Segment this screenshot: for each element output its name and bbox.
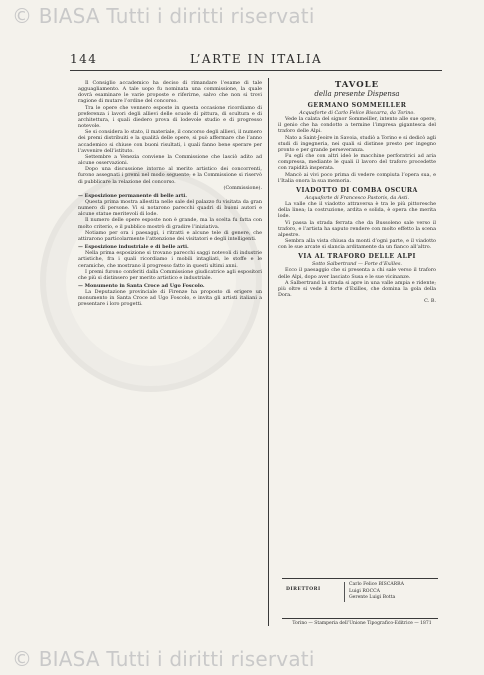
paragraph: Il Consiglio accademico ha deciso di rimandare l’esame di tale agguagliamento. A tale uopo fu nominata una commissione, la quale dovrà esaminare le varie proposte e riferirne, salvo che non si trovi ragione di mutare l’ordine del concorso. xyxy=(78,80,262,105)
section-heading: — Esposizione industriale e di belle arti. xyxy=(78,244,189,251)
section-heading: — Monumento in Santa Croce ad Ugo Foscolo. xyxy=(78,283,205,289)
header-rule xyxy=(70,70,442,71)
paragraph: I premi furono conferiti dalla Commissione giudicatrice agli espositori che più si distinsero per merito artistico e industriale. xyxy=(78,268,262,281)
paragraph: Nella prima esposizione si trovano parecchi saggi notevoli di industrie artistiche, fra i quali ricordiamo i mobili intagliati, le stoffe e le ceramiche, che mostrano il progresso fatto in questi ultimi anni. xyxy=(78,250,262,269)
signature: C. B. xyxy=(424,298,436,305)
paragraph: Ecco il paesaggio che si presenta a chi sale verso il traforo delle Alpi, dopo aver lasciato Susa e le sue vicinanze. xyxy=(278,267,436,280)
paragraph: Tra le opere che vennero esposte in questa occasione ricordiamo di preferenza i lavori degli allievi delle scuole di pittura, di scultura e di architettura, i quali diedero prova di lodevole studio e di progresso notevole. xyxy=(78,104,262,130)
plates-subtitle: della presente Dispensa xyxy=(314,90,400,98)
paragraph: Dopo una discussione intorno al merito artistico dei concorrenti, furono assegnati i premi nel modo seguente; e la Commissione si riservò di pubblicare la relazione del concorso. xyxy=(78,166,262,185)
left-column xyxy=(78,80,262,625)
paragraph: Il numero delle opere esposte non è grande, ma la scelta fu fatta con molto criterio, e il pubblico mostrò di gradire l’iniziativa. xyxy=(78,217,262,230)
director-name: Luigi ROCCA xyxy=(349,588,380,594)
right-column xyxy=(278,80,436,575)
paragraph: La valle che il viadotto attraversa è tra le più pittoresche della linea; la costruzione, ardita e solida, è opera che merita lode. xyxy=(278,201,436,220)
journal-title: L’ARTE IN ITALIA xyxy=(190,52,323,66)
plate-heading: GERMANO SOMMEILLER xyxy=(307,102,407,109)
plate-credit: Acquaforte di Francesco Pastoris, da Asti. xyxy=(304,194,410,201)
section-heading: — Esposizione permanente di belle arti. xyxy=(78,192,187,199)
watermark-bottom: © BIASA Tutti i diritti riservati xyxy=(12,647,315,671)
plate-credit: Sotto Salbertrand — Forte d’Exilles. xyxy=(312,261,402,268)
director-name: Carlo Felice BISCARRA xyxy=(349,582,404,587)
printer-line: Torino — Stamperia dell’Unione Tipografico-Editrice — 1871 xyxy=(292,621,432,626)
paragraph: Fu egli che con altri ideò le macchine perforatrici ad aria compressa, mediante le quali il lavoro del traforo procedette con rapidità insperata. xyxy=(278,153,436,172)
paragraph: Vi passa la strada ferrata che da Bussoleno sale verso il traforo, e l’artista ha saputo rendere con molto effetto la scena alpestre. xyxy=(278,219,436,238)
paragraph: Vede la calata del signor Sommeiller, intento alle sue opere, il genio che ha condotto a termine l’impresa gigantesca del traforo delle Alpi. xyxy=(278,116,436,135)
directors-names xyxy=(344,582,439,602)
paragraph: A Salbertrand la strada si apre in una valle ampia e ridente; più oltre si vede il forte d’Exilles, che domina la gola della Dora. xyxy=(278,279,436,299)
plate-credit: Acquaforte di Carlo Felice Biscarra, da Torino. xyxy=(299,110,415,116)
paragraph: La Deputazione provinciale di Firenze ha proposto di erigere un monumento in Santa Croce ad Ugo Foscolo, e invita gli artisti italiani a presentare i loro progetti. xyxy=(78,289,262,308)
watermark-top: © BIASA Tutti i diritti riservati xyxy=(12,4,315,28)
manager-name: Gerente Luigi Botta xyxy=(349,595,396,600)
plates-title: TAVOLE xyxy=(334,80,380,90)
page-header xyxy=(70,52,426,68)
directors-label: DIRETTORI xyxy=(286,587,321,592)
plate-heading: VIADOTTO DI COMBA OSCURA xyxy=(296,186,418,194)
paragraph: Nato a Saint-Jeoire in Savoia, studiò a Torino e si dedicò agli studi di ingegneria, nei quali si distinse presto per ingegno pronto e per grande perseveranza. xyxy=(278,134,436,153)
paragraph: Notiamo per ora i paesaggi, i ritratti e alcune tele di genere, che attirarono particolarmente l’attenzione dei visitatori e degli intelligenti. xyxy=(78,229,262,242)
imprint-rule-bottom xyxy=(282,618,438,619)
paragraph: Se si considera lo stato, il materiale, il concorso degli allievi, il numero dei premi distribuiti e la qualità delle opere, si può affermare che l’anno accademico si chiuse con buoni risultati, i quali fanno bene sperare per l’avvenire dell’istituto. xyxy=(78,129,262,154)
paragraph: Sembra alla vista chiusa da monti d’ogni parte, e il viadotto con le sue arcate si slancia arditamente da un fianco all’altro. xyxy=(278,237,436,251)
paragraph: Mancò ai vivi poco prima di vedere compiuta l’opera sua, e l’Italia onora la sua memoria. xyxy=(278,171,436,184)
imprint-rule-top xyxy=(282,578,438,579)
imprint-block xyxy=(286,582,436,616)
column-divider xyxy=(268,78,269,626)
page-number: 144 xyxy=(70,52,98,66)
paragraph: (Commissione). xyxy=(223,184,262,191)
paragraph: Questa prima mostra allestita nelle sale del palazzo fu visitata da gran numero di persone. Vi si notarono parecchi quadri di buoni autori e alcune statue meritevoli di lode. xyxy=(78,198,262,218)
paragraph: Settembre a Venezia conviene la Commissione che lasciò adito ad alcune osservazioni. xyxy=(78,153,262,167)
plate-heading: VIA AL TRAFORO DELLE ALPI xyxy=(298,253,416,261)
